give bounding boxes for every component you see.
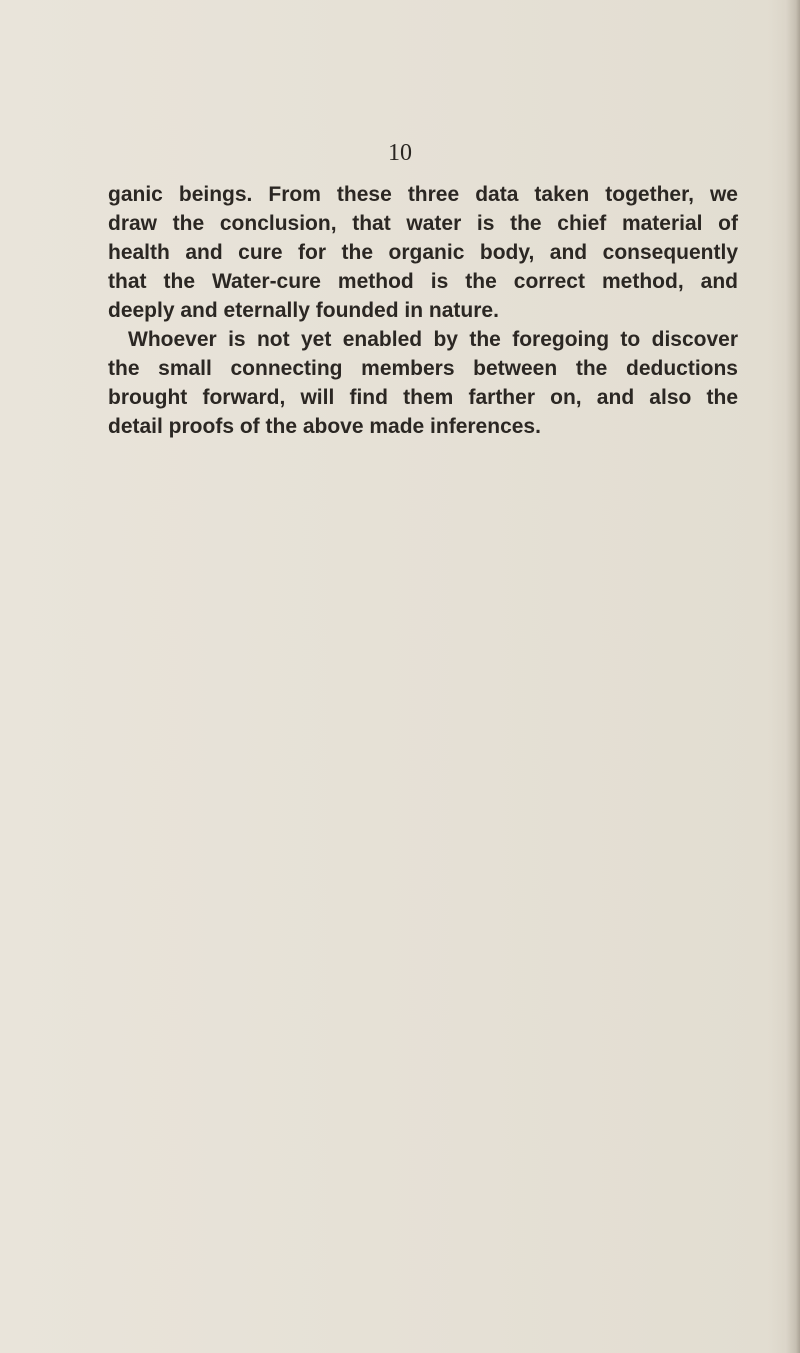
text-line: detail proofs of the above made inferences. (108, 415, 541, 438)
page-edge-shadow (786, 0, 800, 1353)
body-text (108, 180, 738, 441)
text-line: Whoever is not yet enabled by the foregoing to discover (128, 328, 738, 351)
text-line: ganic beings. From these three data taken together, we (108, 183, 738, 206)
text-line: draw the conclusion, that water is the chief material of (108, 212, 738, 235)
page-number: 10 (388, 140, 412, 166)
text-line: brought forward, will find them farther on, and also the (108, 386, 738, 409)
text-line: that the Water-cure method is the correct method, and (108, 270, 738, 293)
text-line: deeply and eternally founded in nature. (108, 299, 499, 322)
text-line: the small connecting members between the deductions (108, 357, 738, 380)
text-line: health and cure for the organic body, and consequently (108, 241, 738, 264)
